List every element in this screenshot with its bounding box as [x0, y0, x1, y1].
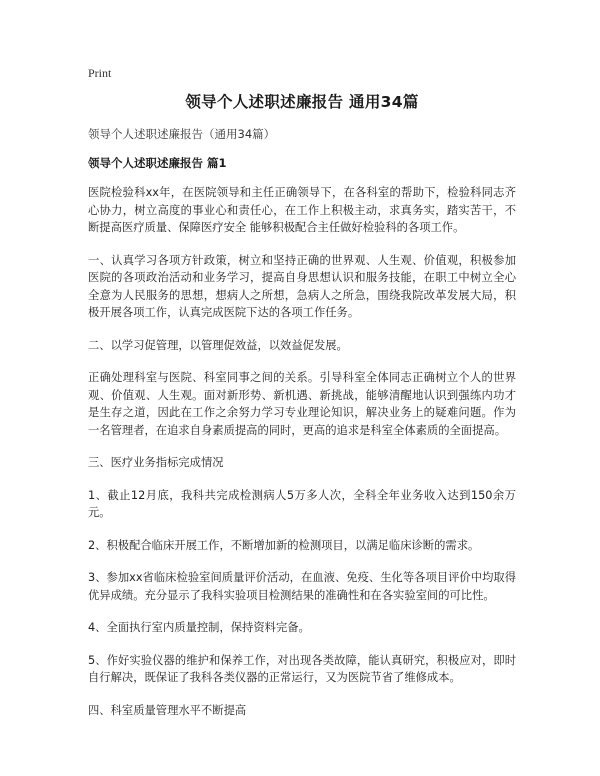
section-title: 领导个人述职述廉报告 篇1 — [88, 156, 227, 170]
paragraph-section-4-heading: 四、科室质量管理水平不断提高 — [88, 703, 247, 717]
paragraph-section-2-heading: 二、以学习促管理，以管理促效益，以效益促发展。 — [88, 338, 348, 352]
document-subtitle: 领导个人述职述廉报告（通用34篇） — [88, 127, 276, 141]
paragraph-section-1: 一、认真学习各项方针政策，树立和坚持正确的世界观、人生观、价值观，积极参加医院的各项政治活动和业务学习，提高自身思想认识和服务技能，在职工中树立全心全意为人民服务的思想，想病人之所想，急病人之所急，围绕我院改革发展大局，积极开展各项工作，认真完成医院下达的各项工作任务。 — [88, 253, 516, 319]
paragraph-section-2-body: 正确处理科室与医院、科室同事之间的关系。引导科室全体同志正确树立个人的世界观、价值观、人生观。面对新形势、新机遇、新挑战，能够清醒地认识到强练内功才是生存之道，因此在工作之余努力学习专业理论知识，解决业务上的疑难问题。作为一名管理者，在追求自身素质提高的同时，更高的追求是科室全体素质的全面提高。 — [88, 371, 516, 437]
list-item-3: 3、参加xx省临床检验室间质量评价活动，在血液、免疫、生化等各项目评价中均取得优异成绩。充分显示了我科实验项目检测结果的准确性和在各实验室间的可比性。 — [88, 571, 516, 602]
paragraph-intro: 医院检验科xx年，在医院领导和主任正确领导下，在各科室的帮助下，检验科同志齐心协力，树立高度的事业心和责任心，在工作上积极主动，求真务实，踏实苦干，不断提高医疗质量、保障医疗安全 能够积极配合主任做好检验科的各项工作。 — [88, 186, 516, 234]
list-item-5: 5、作好实验仪器的维护和保养工作，对出现各类故障，能认真研究，积极应对，即时自行解决，既保证了我科各类仪器的正常运行，又为医院节省了维修成本。 — [88, 653, 516, 684]
document-title: 领导个人述职述廉报告 通用34篇 — [185, 93, 419, 111]
document-page — [88, 66, 516, 734]
paragraph-section-3-heading: 三、医疗业务指标完成情况 — [88, 456, 224, 469]
list-item-1: 1、截止12月底，我科共完成检测病人5万多人次，全科全年业务收入达到150余万元。 — [88, 488, 516, 519]
list-item-4: 4、全面执行室内质量控制，保持资料完备。 — [88, 621, 310, 634]
list-item-2: 2、积极配合临床开展工作，不断增加新的检测项目，以满足临床诊断的需求。 — [88, 538, 480, 552]
print-label: Print — [88, 66, 112, 80]
